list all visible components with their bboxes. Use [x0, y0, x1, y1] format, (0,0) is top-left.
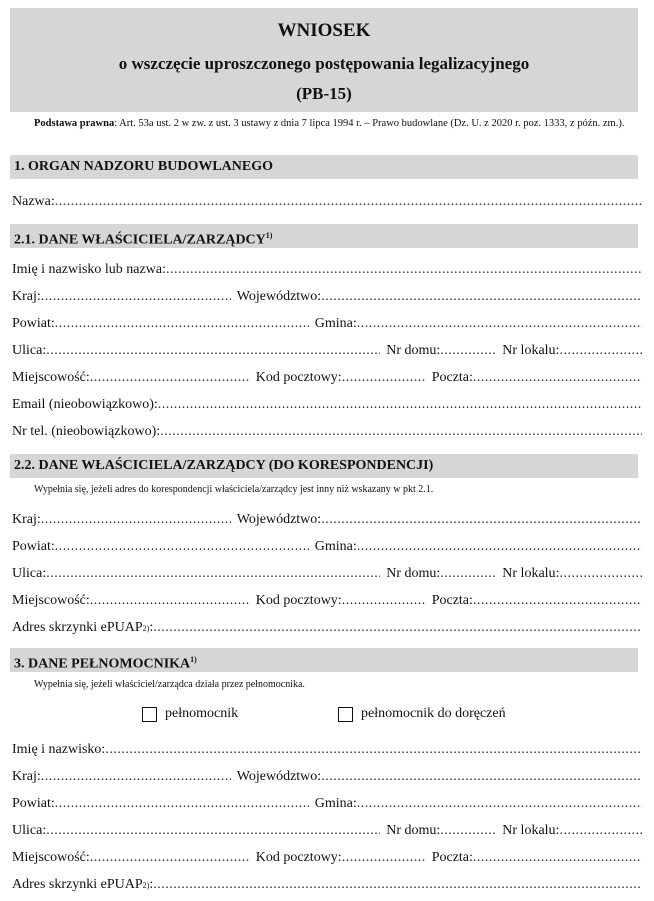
section-21-heading	[10, 224, 638, 248]
street-label: Ulica:	[12, 566, 47, 581]
street-label: Ulica:	[12, 823, 47, 838]
proxy-country-row	[12, 769, 642, 785]
commune-label: Gmina:	[314, 316, 357, 331]
country-label: Kraj:	[12, 512, 41, 527]
section-3-footnote: 1)	[190, 655, 197, 664]
postal-code-input[interactable]	[342, 370, 426, 386]
form-subtitle: o wszczęcie uproszczonego postępowania legalizacyjnego	[118, 54, 530, 73]
organ-name-label: Nazwa:	[12, 194, 55, 209]
section-21-title: 2.1. DANE WŁAŚCICIELA/ZARZĄDCY	[14, 232, 266, 248]
county-input[interactable]	[55, 539, 309, 555]
proxy-town-row	[12, 850, 642, 866]
post-label: Poczta:	[431, 370, 473, 385]
county-label: Powiat:	[12, 316, 55, 331]
postal-code-input[interactable]	[342, 593, 426, 609]
epuap-label: Adres skrzynki ePUAP	[12, 620, 143, 635]
house-no-input[interactable]	[440, 566, 496, 582]
post-input[interactable]	[473, 850, 642, 866]
legal-basis-text: : Art. 53a ust. 2 w zw. z ust. 3 ustawy z dnia 7 lipca 1994 r. – Prawo budowlane (Dz. U. z 2020 r. poz. 1333, z późn. zm.).	[114, 118, 625, 129]
epuap-footnote: 2)	[142, 624, 150, 633]
owner-town-row	[12, 370, 642, 386]
section-3-heading	[10, 648, 638, 672]
owner-name-input[interactable]	[166, 262, 642, 278]
proxy-county-row	[12, 796, 642, 812]
town-label: Miejscowość:	[12, 593, 90, 608]
email-label: Email (nieobowiązkowo):	[12, 397, 158, 412]
checkbox-icon[interactable]	[142, 707, 157, 722]
house-no-label: Nr domu:	[386, 823, 441, 838]
owner-email-field[interactable]	[12, 397, 642, 413]
town-label: Miejscowość:	[12, 850, 90, 865]
voivodeship-label: Województwo:	[236, 289, 322, 304]
voivodeship-input[interactable]	[321, 512, 642, 528]
house-no-input[interactable]	[440, 823, 496, 839]
epuap-input[interactable]	[153, 877, 642, 893]
corr-town-row	[12, 593, 642, 609]
street-input[interactable]	[46, 343, 380, 359]
post-input[interactable]	[473, 593, 642, 609]
corr-country-row	[12, 512, 642, 528]
street-label: Ulica:	[12, 343, 47, 358]
section-3-note: Wypełnia się, jeżeli właściciel/zarządca działa przez pełnomocnika.	[34, 679, 305, 690]
county-input[interactable]	[55, 796, 309, 812]
owner-street-row	[12, 343, 642, 359]
country-label: Kraj:	[12, 289, 41, 304]
postal-code-input[interactable]	[342, 850, 426, 866]
postal-code-label: Kod pocztowy:	[255, 850, 342, 865]
owner-county-row	[12, 316, 642, 332]
house-no-label: Nr domu:	[386, 343, 441, 358]
section-21-footnote: 1)	[265, 231, 273, 240]
county-input[interactable]	[55, 316, 309, 332]
commune-label: Gmina:	[314, 796, 357, 811]
delivery-proxy-checkbox-label: pełnomocnik do doręczeń	[361, 706, 506, 721]
street-input[interactable]	[46, 566, 380, 582]
voivodeship-label: Województwo:	[236, 512, 322, 527]
county-label: Powiat:	[12, 796, 55, 811]
section-1-heading	[10, 155, 638, 179]
phone-label: Nr tel. (nieobowiązkowo):	[12, 424, 161, 439]
proxy-checkbox-label: pełnomocnik	[165, 706, 239, 721]
postal-code-label: Kod pocztowy:	[255, 370, 342, 385]
section-22-note: Wypełnia się, jeżeli adres do korespondencji właściciela/zarządcy jest inny niż wskazany w pkt 2.1.	[34, 484, 434, 495]
section-22-heading	[10, 454, 638, 478]
house-no-label: Nr domu:	[386, 566, 441, 581]
owner-name-label: Imię i nazwisko lub nazwa:	[12, 262, 166, 277]
organ-name-input[interactable]	[55, 194, 642, 210]
owner-name-field[interactable]	[12, 262, 642, 278]
section-3-title: 3. DANE PEŁNOMOCNIKA	[14, 656, 191, 672]
proxy-street-row	[12, 823, 642, 839]
section-1-title: 1. ORGAN NADZORU BUDOWLANEGO	[14, 159, 274, 174]
post-label: Poczta:	[431, 850, 473, 865]
epuap-footnote: 2)	[142, 881, 150, 890]
commune-input[interactable]	[357, 539, 642, 555]
flat-no-input[interactable]	[559, 566, 642, 582]
epuap-input[interactable]	[153, 620, 642, 636]
county-label: Powiat:	[12, 539, 55, 554]
town-label: Miejscowość:	[12, 370, 90, 385]
delivery-proxy-checkbox[interactable]	[338, 706, 506, 722]
proxy-name-label: Imię i nazwisko:	[12, 742, 106, 757]
flat-no-input[interactable]	[559, 343, 642, 359]
post-input[interactable]	[473, 370, 642, 386]
commune-input[interactable]	[357, 796, 642, 812]
flat-no-input[interactable]	[559, 823, 642, 839]
commune-label: Gmina:	[314, 539, 357, 554]
owner-phone-field[interactable]	[12, 424, 642, 440]
street-input[interactable]	[46, 823, 380, 839]
proxy-name-input[interactable]	[105, 742, 642, 758]
form-title-box	[10, 8, 638, 112]
voivodeship-input[interactable]	[321, 289, 642, 305]
proxy-name-field[interactable]	[12, 742, 642, 758]
corr-county-row	[12, 539, 642, 555]
form-title: WNIOSEK	[277, 20, 371, 41]
corr-epuap-field[interactable]: Adres skrzynki ePUAP 2) : .....	[12, 620, 642, 636]
proxy-checkbox[interactable]	[142, 706, 238, 722]
country-label: Kraj:	[12, 769, 41, 784]
legal-basis-label: Podstawa prawna	[34, 118, 115, 129]
phone-input[interactable]	[160, 424, 642, 440]
organ-name-field[interactable]	[12, 194, 642, 210]
section-22-title: 2.2. DANE WŁAŚCICIELA/ZARZĄDCY (DO KORESPONDENCJI)	[14, 458, 434, 473]
house-no-input[interactable]	[440, 343, 496, 359]
town-input[interactable]	[90, 370, 250, 386]
flat-no-label: Nr lokalu:	[502, 343, 560, 358]
flat-no-label: Nr lokalu:	[502, 823, 560, 838]
postal-code-label: Kod pocztowy:	[255, 593, 342, 608]
owner-country-row	[12, 289, 642, 305]
legal-basis	[34, 116, 634, 131]
commune-input[interactable]	[357, 316, 642, 332]
country-input[interactable]	[41, 512, 231, 528]
country-input[interactable]	[41, 289, 231, 305]
flat-no-label: Nr lokalu:	[502, 566, 560, 581]
town-input[interactable]	[90, 593, 250, 609]
voivodeship-label: Województwo:	[236, 769, 322, 784]
email-input[interactable]	[158, 397, 642, 413]
form-code: (PB-15)	[296, 84, 352, 103]
town-input[interactable]	[90, 850, 250, 866]
country-input[interactable]	[41, 769, 231, 785]
post-label: Poczta:	[431, 593, 473, 608]
voivodeship-input[interactable]	[321, 769, 642, 785]
epuap-label: Adres skrzynki ePUAP	[12, 877, 143, 892]
corr-street-row	[12, 566, 642, 582]
proxy-epuap-field[interactable]: Adres skrzynki ePUAP 2) : .....	[12, 877, 642, 893]
checkbox-icon[interactable]	[338, 707, 353, 722]
